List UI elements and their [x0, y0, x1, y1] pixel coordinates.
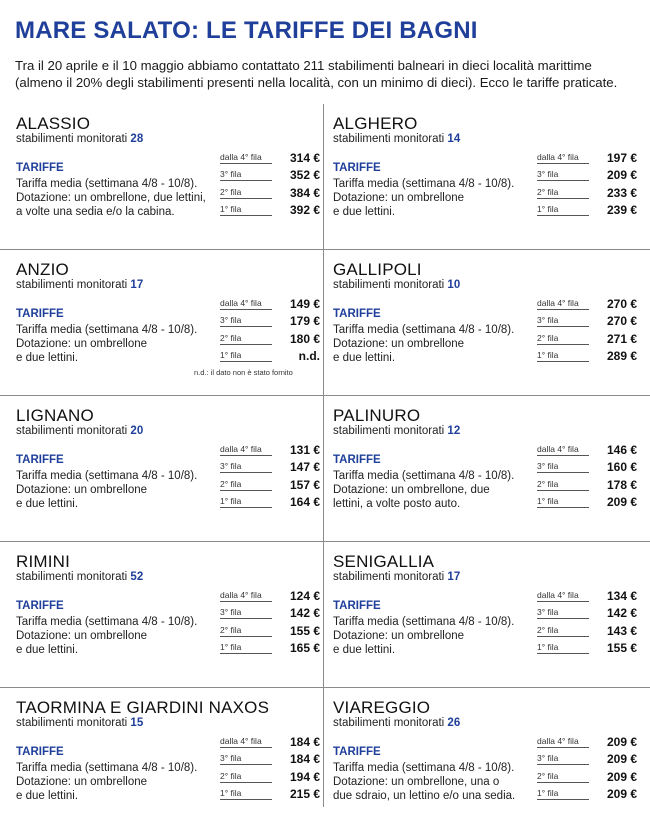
price-value: 131 €: [289, 443, 320, 457]
price-list: [220, 296, 320, 365]
price-value: 184 €: [289, 752, 320, 767]
description-line: e due lettini.: [333, 352, 396, 364]
row-position-label: 2° fila: [537, 625, 589, 637]
price-value: 209 €: [606, 786, 637, 801]
price-value: 384 €: [289, 185, 320, 200]
city-row: [0, 688, 650, 833]
page-title: MARE SALATO: LE TARIFFE DEI BAGNI: [15, 17, 478, 44]
price-value: 142 €: [289, 606, 320, 621]
city-card: [16, 688, 336, 833]
description-line: Tariffa media (settimana 4/8 - 10/8).: [333, 178, 515, 190]
row-position-label: 2° fila: [220, 479, 272, 491]
price-value: 209 €: [606, 769, 637, 784]
row-position-label: dalla 4° fila: [220, 736, 272, 748]
city-row: [0, 250, 650, 396]
price-value: 149 €: [289, 297, 320, 311]
tariffe-label: TARIFFE: [333, 162, 381, 174]
description-line: Dotazione: un ombrellone: [333, 192, 465, 204]
row-position-label: 3° fila: [537, 315, 589, 327]
city-row: [0, 542, 650, 688]
price-row: [220, 167, 320, 184]
monitored-count: [16, 571, 143, 583]
monitored-number: 17: [130, 279, 144, 291]
price-row: [537, 623, 637, 640]
price-list: [220, 588, 320, 657]
description-line: Tariffa media (settimana 4/8 - 10/8).: [333, 616, 515, 628]
price-value: 184 €: [289, 735, 320, 749]
price-row: [537, 313, 637, 330]
city-name: TAORMINA E GIARDINI NAXOS: [16, 698, 270, 717]
price-value: 155 €: [289, 623, 320, 638]
description-line: Dotazione: un ombrellone: [333, 338, 465, 350]
row-position-label: 3° fila: [220, 607, 272, 619]
tariffe-label: TARIFFE: [333, 454, 381, 466]
row-position-label: dalla 4° fila: [537, 736, 589, 748]
price-row: [537, 167, 637, 184]
price-list: [537, 734, 637, 803]
row-position-label: 2° fila: [537, 479, 589, 491]
price-value: 147 €: [289, 460, 320, 475]
row-position-label: 1° fila: [220, 204, 272, 216]
price-row: [537, 348, 637, 365]
price-value: 180 €: [289, 331, 320, 346]
price-value: 179 €: [289, 314, 320, 329]
row-position-label: dalla 4° fila: [537, 152, 589, 164]
price-row: [537, 494, 637, 511]
description-line: Tariffa media (settimana 4/8 - 10/8).: [333, 762, 515, 774]
description-line: e due lettini.: [16, 790, 79, 802]
price-row: [537, 442, 637, 459]
price-row: [220, 442, 320, 459]
price-value: 134 €: [606, 589, 637, 603]
price-value: 146 €: [606, 443, 637, 457]
price-row: [220, 313, 320, 330]
monitored-count: [333, 425, 460, 437]
price-value: 215 €: [289, 786, 320, 801]
monitored-label: stabilimenti monitorati: [16, 717, 128, 729]
city-name: SENIGALLIA: [333, 552, 435, 571]
row-position-label: dalla 4° fila: [537, 298, 589, 310]
monitored-label: stabilimenti monitorati: [16, 133, 128, 145]
monitored-number: 12: [447, 425, 461, 437]
description-line: lettini, a volte posto auto.: [333, 498, 461, 510]
row-position-label: 2° fila: [220, 333, 272, 345]
description-line: Dotazione: un ombrellone: [16, 484, 148, 496]
tariff-description: [16, 177, 221, 219]
price-value: 143 €: [606, 623, 637, 638]
row-position-label: 1° fila: [220, 350, 272, 362]
description-line: a volte una sedia e/o la cabina.: [16, 206, 175, 218]
tariff-description: [333, 323, 538, 365]
description-line: Tariffa media (settimana 4/8 - 10/8).: [16, 470, 198, 482]
row-position-label: 3° fila: [220, 461, 272, 473]
price-list: [220, 734, 320, 803]
monitored-label: stabilimenti monitorati: [333, 279, 445, 291]
city-name: PALINURO: [333, 406, 421, 425]
description-line: due sdraio, un lettino e/o una sedia.: [333, 790, 516, 802]
city-name: ALGHERO: [333, 114, 418, 133]
price-value: 239 €: [606, 202, 637, 217]
price-row: [537, 202, 637, 219]
city-name: VIAREGGIO: [333, 698, 431, 717]
price-row: [537, 185, 637, 202]
monitored-number: 17: [447, 571, 461, 583]
row-position-label: dalla 4° fila: [537, 590, 589, 602]
monitored-number: 52: [130, 571, 144, 583]
price-row: [220, 623, 320, 640]
tariff-description: [16, 323, 221, 365]
description-line: Tariffa media (settimana 4/8 - 10/8).: [16, 616, 198, 628]
city-card: [333, 104, 650, 249]
monitored-label: stabilimenti monitorati: [333, 717, 445, 729]
city-card: [16, 396, 336, 541]
city-card: [333, 688, 650, 833]
monitored-number: 28: [130, 133, 144, 145]
price-list: [537, 296, 637, 365]
row-position-label: dalla 4° fila: [220, 444, 272, 456]
row-position-label: 2° fila: [537, 333, 589, 345]
tariffe-label: TARIFFE: [16, 746, 64, 758]
description-line: Dotazione: un ombrellone, due lettini,: [16, 192, 206, 204]
city-card: [333, 396, 650, 541]
price-value: 155 €: [606, 640, 637, 655]
city-row: [0, 104, 650, 250]
footnote: n.d.: il dato non è stato fornito: [194, 368, 293, 377]
price-row: [220, 640, 320, 657]
city-card: [16, 250, 336, 395]
price-value: 160 €: [606, 460, 637, 475]
tariffe-label: TARIFFE: [16, 454, 64, 466]
price-row: [220, 477, 320, 494]
city-card: [16, 104, 336, 249]
price-value: 270 €: [606, 314, 637, 329]
row-position-label: 3° fila: [220, 753, 272, 765]
description-line: e due lettini.: [16, 644, 79, 656]
monitored-label: stabilimenti monitorati: [16, 571, 128, 583]
price-row: [537, 769, 637, 786]
price-row: [220, 769, 320, 786]
price-value: 289 €: [606, 348, 637, 363]
row-position-label: 1° fila: [537, 642, 589, 654]
price-value: n.d.: [298, 348, 320, 363]
monitored-label: stabilimenti monitorati: [333, 133, 445, 145]
price-list: [537, 150, 637, 219]
description-line: e due lettini.: [16, 352, 79, 364]
description-line: Dotazione: un ombrellone: [16, 630, 148, 642]
price-value: 271 €: [606, 331, 637, 346]
description-line: Dotazione: un ombrellone, due: [333, 484, 490, 496]
description-line: Tariffa media (settimana 4/8 - 10/8).: [16, 178, 198, 190]
price-list: [537, 442, 637, 511]
row-position-label: 1° fila: [220, 788, 272, 800]
price-value: 157 €: [289, 477, 320, 492]
price-list: [537, 588, 637, 657]
row-position-label: 1° fila: [220, 642, 272, 654]
row-position-label: dalla 4° fila: [537, 444, 589, 456]
row-position-label: 3° fila: [537, 753, 589, 765]
price-row: [220, 348, 320, 365]
price-row: [537, 331, 637, 348]
tariffe-label: TARIFFE: [16, 308, 64, 320]
tariff-description: [333, 469, 538, 511]
price-row: [220, 150, 320, 167]
price-value: 124 €: [289, 589, 320, 603]
city-card: [333, 250, 650, 395]
city-card: [333, 542, 650, 687]
city-name: GALLIPOLI: [333, 260, 422, 279]
description-line: Dotazione: un ombrellone: [16, 338, 148, 350]
description-line: Dotazione: un ombrellone: [333, 630, 465, 642]
row-position-label: dalla 4° fila: [220, 152, 272, 164]
price-row: [220, 494, 320, 511]
price-value: 178 €: [606, 477, 637, 492]
city-name: ANZIO: [16, 260, 69, 279]
tariff-description: [16, 615, 221, 657]
monitored-number: 14: [447, 133, 461, 145]
row-position-label: 3° fila: [220, 315, 272, 327]
price-list: [220, 442, 320, 511]
tariff-description: [16, 469, 221, 511]
monitored-count: [16, 425, 143, 437]
price-value: 392 €: [289, 202, 320, 217]
row-position-label: 3° fila: [537, 461, 589, 473]
price-value: 164 €: [289, 494, 320, 509]
description-line: Tariffa media (settimana 4/8 - 10/8).: [333, 324, 515, 336]
tariffe-label: TARIFFE: [16, 162, 64, 174]
tariff-grid: [0, 104, 650, 833]
monitored-number: 26: [447, 717, 461, 729]
monitored-count: [16, 279, 143, 291]
price-row: [537, 786, 637, 803]
tariff-description: [16, 761, 221, 803]
price-value: 233 €: [606, 185, 637, 200]
monitored-count: [333, 717, 460, 729]
price-row: [537, 459, 637, 476]
price-value: 194 €: [289, 769, 320, 784]
monitored-label: stabilimenti monitorati: [16, 279, 128, 291]
description-line: Tariffa media (settimana 4/8 - 10/8).: [16, 324, 198, 336]
monitored-count: [16, 133, 143, 145]
city-card: [16, 542, 336, 687]
price-value: 209 €: [606, 752, 637, 767]
city-row: [0, 396, 650, 542]
monitored-number: 20: [130, 425, 144, 437]
price-row: [220, 751, 320, 768]
price-value: 142 €: [606, 606, 637, 621]
price-row: [220, 734, 320, 751]
monitored-label: stabilimenti monitorati: [16, 425, 128, 437]
price-row: [220, 202, 320, 219]
row-position-label: 1° fila: [537, 788, 589, 800]
description-line: e due lettini.: [16, 498, 79, 510]
price-value: 352 €: [289, 168, 320, 183]
tariff-description: [333, 177, 538, 219]
row-position-label: 2° fila: [537, 771, 589, 783]
price-value: 209 €: [606, 168, 637, 183]
monitored-count: [333, 571, 460, 583]
monitored-count: [333, 133, 460, 145]
monitored-number: 15: [130, 717, 144, 729]
monitored-label: stabilimenti monitorati: [333, 425, 445, 437]
price-row: [537, 605, 637, 622]
price-row: [220, 605, 320, 622]
description-line: e due lettini.: [333, 206, 396, 218]
row-position-label: 1° fila: [537, 204, 589, 216]
price-row: [220, 185, 320, 202]
description-line: Tariffa media (settimana 4/8 - 10/8).: [16, 762, 198, 774]
monitored-number: 10: [447, 279, 461, 291]
tariffe-label: TARIFFE: [333, 600, 381, 612]
price-row: [537, 296, 637, 313]
row-position-label: 2° fila: [220, 771, 272, 783]
monitored-label: stabilimenti monitorati: [333, 571, 445, 583]
description-line: Dotazione: un ombrellone, una o: [333, 776, 500, 788]
row-position-label: 2° fila: [220, 625, 272, 637]
tariffe-label: TARIFFE: [333, 746, 381, 758]
tariff-description: [333, 761, 538, 803]
row-position-label: 3° fila: [220, 169, 272, 181]
price-row: [537, 588, 637, 605]
description-line: Tariffa media (settimana 4/8 - 10/8).: [333, 470, 515, 482]
city-name: RIMINI: [16, 552, 71, 571]
tariffe-label: TARIFFE: [16, 600, 64, 612]
price-value: 314 €: [289, 151, 320, 165]
price-list: [220, 150, 320, 219]
tariffe-label: TARIFFE: [333, 308, 381, 320]
price-row: [220, 786, 320, 803]
description-line: e due lettini.: [333, 644, 396, 656]
price-row: [537, 734, 637, 751]
price-row: [220, 296, 320, 313]
tariff-description: [333, 615, 538, 657]
description-line: Dotazione: un ombrellone: [16, 776, 148, 788]
city-name: ALASSIO: [16, 114, 91, 133]
row-position-label: 3° fila: [537, 169, 589, 181]
price-value: 270 €: [606, 297, 637, 311]
row-position-label: dalla 4° fila: [220, 298, 272, 310]
price-row: [220, 331, 320, 348]
price-row: [537, 150, 637, 167]
row-position-label: 3° fila: [537, 607, 589, 619]
row-position-label: 1° fila: [537, 496, 589, 508]
row-position-label: 1° fila: [220, 496, 272, 508]
price-value: 209 €: [606, 735, 637, 749]
price-row: [220, 588, 320, 605]
price-row: [537, 640, 637, 657]
city-name: LIGNANO: [16, 406, 94, 425]
price-value: 197 €: [606, 151, 637, 165]
row-position-label: 1° fila: [537, 350, 589, 362]
price-row: [220, 459, 320, 476]
price-row: [537, 477, 637, 494]
row-position-label: 2° fila: [220, 187, 272, 199]
monitored-count: [16, 717, 143, 729]
price-value: 209 €: [606, 494, 637, 509]
price-value: 165 €: [289, 640, 320, 655]
price-row: [537, 751, 637, 768]
intro-paragraph: Tra il 20 aprile e il 10 maggio abbiamo contattato 211 stabilimenti balneari in dieci località marittime (almeno il 20% degli stabilimenti presenti nella località, con un minimo di dieci). Ecco le tariffe praticate.: [15, 58, 618, 90]
row-position-label: dalla 4° fila: [220, 590, 272, 602]
row-position-label: 2° fila: [537, 187, 589, 199]
monitored-count: [333, 279, 460, 291]
